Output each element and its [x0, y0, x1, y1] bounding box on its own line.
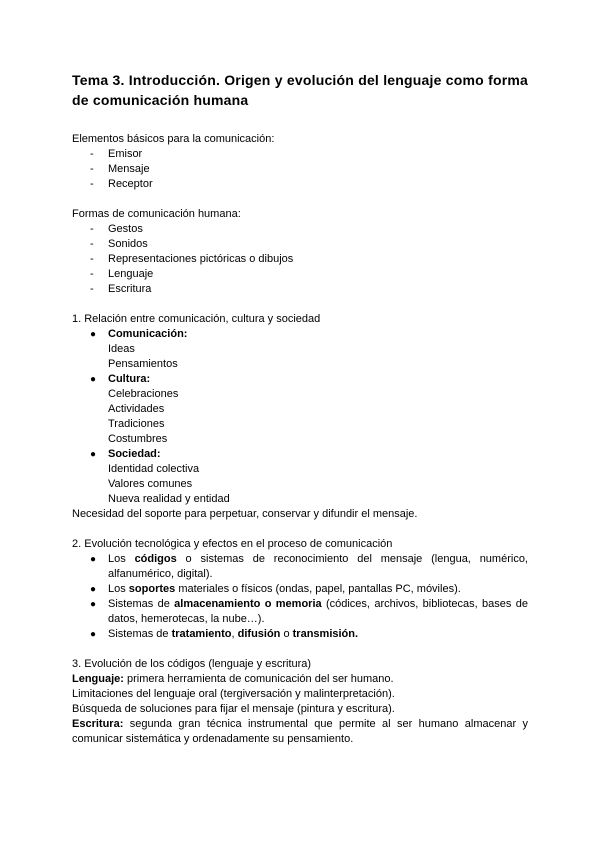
- section2-list: [72, 552, 528, 642]
- page-title: Tema 3. Introducción. Origen y evolución del lenguaje como forma de comunicación humana: [72, 72, 528, 108]
- list-item: Costumbres: [108, 433, 168, 445]
- busqueda-paragraph: Búsqueda de soluciones para fijar el mensaje (pintura y escritura).: [72, 703, 395, 715]
- section1-heading: 1. Relación entre comunicación, cultura y sociedad: [72, 313, 321, 325]
- list-item: - Gestos: [72, 222, 528, 237]
- list-item: - Escritura: [72, 282, 528, 297]
- section1-closing: Necesidad del soporte para perpetuar, conservar y difundir el mensaje.: [72, 508, 418, 520]
- group-label: Cultura:: [108, 373, 151, 385]
- formas-list: [72, 222, 528, 297]
- list-item-tratamiento: ● Sistemas de tratamiento, difusión o transmisión.: [90, 628, 359, 640]
- group-comunicacion: [72, 327, 528, 372]
- list-item: Pensamientos: [108, 358, 178, 370]
- list-item: - Receptor: [72, 177, 528, 192]
- list-item: - Emisor: [72, 147, 528, 162]
- list-item: Identidad colectiva: [108, 463, 200, 475]
- list-item: - Sonidos: [72, 237, 528, 252]
- bullet-icon: ●: [90, 374, 97, 385]
- section3-heading: 3. Evolución de los códigos (lenguaje y escritura): [72, 658, 312, 670]
- list-item: Valores comunes: [108, 478, 193, 490]
- bullet-icon: ●: [90, 629, 97, 640]
- limitaciones-paragraph: Limitaciones del lenguaje oral (tergiversación y malinterpretación).: [72, 688, 395, 700]
- escritura-paragraph: Escritura: segunda gran técnica instrumental que permite al ser humano almacenar y comunicar sistemática y ordenadamente su pensamiento.: [72, 718, 528, 745]
- lenguaje-paragraph: Lenguaje: primera herramienta de comunicación del ser humano.: [72, 673, 394, 685]
- list-item-almacenamiento: ● Sistemas de almacenamiento o memoria (códices, archivos, bibliotecas, bases de datos, hemerotecas, la nube…).: [90, 598, 528, 625]
- bullet-icon: ●: [90, 554, 97, 565]
- section2-heading: 2. Evolución tecnológica y efectos en el proceso de comunicación: [72, 538, 393, 550]
- list-item: - Lenguaje: [72, 267, 528, 282]
- section1-list: [72, 327, 528, 507]
- bullet-icon: ●: [90, 599, 97, 610]
- list-item: Actividades: [108, 403, 165, 415]
- list-item: - Mensaje: [72, 162, 528, 177]
- group-label: Comunicación:: [108, 328, 188, 340]
- list-item: Tradiciones: [108, 418, 165, 430]
- document-page: [72, 70, 528, 747]
- elementos-list: [72, 147, 528, 192]
- list-item-codigos: ● Los códigos o sistemas de reconocimiento del mensaje (lengua, numérico, alfanumérico, digital).: [90, 553, 528, 580]
- group-sociedad: [72, 447, 528, 507]
- group-label: Sociedad:: [108, 448, 161, 460]
- list-item: - Representaciones pictóricas o dibujos: [72, 252, 528, 267]
- bullet-icon: ●: [90, 584, 97, 595]
- list-item: Celebraciones: [108, 388, 179, 400]
- list-item: Nueva realidad y entidad: [108, 493, 230, 505]
- group-cultura: [72, 372, 528, 447]
- bullet-icon: ●: [90, 329, 97, 340]
- list-item: Ideas: [108, 343, 135, 355]
- list-item-soportes: ● Los soportes materiales o físicos (ondas, papel, pantallas PC, móviles).: [90, 583, 461, 595]
- formas-heading: Formas de comunicación humana:: [72, 208, 241, 220]
- elementos-heading: Elementos básicos para la comunicación:: [72, 133, 275, 145]
- bullet-icon: ●: [90, 449, 97, 460]
